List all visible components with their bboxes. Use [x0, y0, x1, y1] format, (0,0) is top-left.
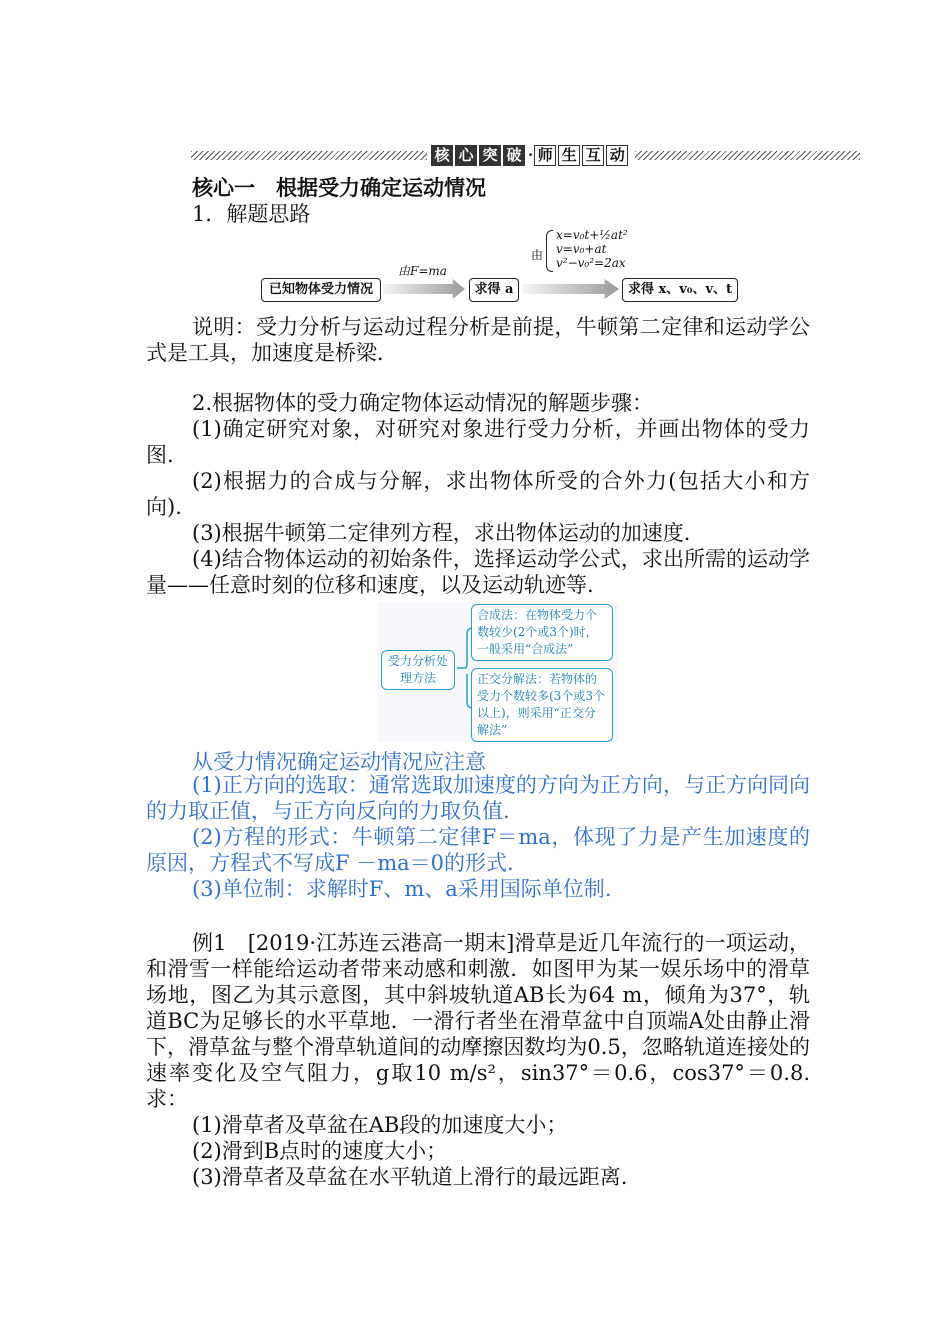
- steps-title: 2.根据物体的受力确定物体运动情况的解题步骤：: [192, 391, 654, 415]
- flow-box-known-force: 已知物体受力情况: [261, 278, 381, 302]
- example-question-3: (3)滑草者及草盆在水平轨道上滑行的最远距离.: [192, 1165, 628, 1189]
- attention-point-3: (3)单位制：求解时F、m、a采用国际单位制.: [192, 877, 612, 901]
- example-1-paragraph: [146, 930, 810, 1112]
- example-question-1: (1)滑草者及草盆在AB段的加速度大小；: [192, 1113, 568, 1137]
- note-paragraph: 说明：受力分析与运动过程分析是前提，牛顿第二定律和运动学公式是工具，加速度是桥梁．: [146, 315, 810, 365]
- step-4: (4)结合物体运动的初始条件，选择运动学公式，求出所需的运动学量——任意时刻的位移和速度，以及运动轨迹等.: [146, 547, 810, 597]
- banner-char: 动: [606, 145, 628, 166]
- banner-char: 心: [455, 145, 477, 166]
- formula-displacement: x=v₀t+½at²: [556, 228, 628, 242]
- example-text: 滑草是近几年流行的一项运动，和滑雪一样能给运动者带来动感和刺激．如图甲为某一娱乐场中的滑草场地，图乙为其示意图，其中斜坡轨道AB长为64 m，倾角为37°，轨道BC为足够长的水平草地．一滑行者坐在滑草盆中自顶端A处由静止滑下，滑草盆与整个滑草轨道间的动摩擦因数均为0.5，忽略轨道连接处的速率变化及空气阻力，g取10 m/s²，sin37°＝0.6，cos37°＝0.8.求：: [146, 931, 810, 1111]
- banner-char: 核: [431, 145, 453, 166]
- banner-char: 破: [503, 145, 525, 166]
- flow-formulas: [556, 228, 628, 270]
- step-1: (1)确定研究对象，对研究对象进行受力分析，并画出物体的受力图.: [146, 417, 810, 467]
- banner-hatch-left: [191, 151, 427, 160]
- force-analysis-mindmap: [377, 602, 619, 742]
- step-2: (2)根据力的合成与分解，求出物体所受的合外力(包括大小和方向).: [146, 469, 810, 519]
- item-1-heading: 1．解题思路: [192, 202, 311, 226]
- flow-arrow-1: [383, 279, 465, 299]
- step-3: (3)根据牛顿第二定律列方程，求出物体运动的加速度.: [192, 521, 691, 545]
- formula-velocity-displacement: v²−v₀²=2ax: [556, 256, 626, 270]
- mindmap-branch-orthogonal: 正交分解法：若物体的受力个数较多(3个或3个以上)，则采用“正交分解法”: [471, 668, 613, 742]
- attention-point-1: (1)正方向的选取：通常选取加速度的方向为正方向，与正方向同向的力取正值，与正方向反向的力取负值.: [146, 773, 810, 823]
- banner-dot: ·: [528, 146, 534, 164]
- banner-char: 互: [582, 145, 604, 166]
- example-source: [2019·江苏连云港高一期末]: [247, 931, 515, 955]
- flow-arrow-2: [523, 279, 619, 299]
- banner-hatch-right: [635, 151, 860, 160]
- mindmap-branch-synthesis: 合成法：在物体受力个数较少(2个或3个)时，一般采用“合成法”: [471, 604, 613, 661]
- flow-box-results: 求得 x、v₀、v、t: [622, 278, 738, 302]
- banner-char: 突: [479, 145, 501, 166]
- mindmap-root: 受力分析处理方法: [381, 650, 455, 690]
- flow-formula-brace: [546, 230, 553, 272]
- attention-point-2: (2)方程的形式：牛顿第二定律F＝ma，体现了力是产生加速度的原因，方程式不写成F －ma＝0的形式.: [146, 825, 810, 875]
- flow-box-acceleration: 求得 a: [469, 278, 519, 302]
- example-question-2: (2)滑到B点时的速度大小；: [192, 1139, 448, 1163]
- banner-char: 师: [534, 145, 556, 166]
- flow-arrow1-label: 由F=ma: [398, 264, 447, 278]
- example-label: 例1: [192, 931, 227, 955]
- banner-char: 生: [558, 145, 580, 166]
- attention-title: 从受力情况确定运动情况应注意: [192, 750, 486, 774]
- banner-label: [431, 145, 630, 166]
- formula-velocity: v=v₀+at: [556, 242, 607, 256]
- flow-formula-prefix: 由: [531, 248, 544, 262]
- section-title: 核心一 根据受力确定运动情况: [192, 176, 486, 200]
